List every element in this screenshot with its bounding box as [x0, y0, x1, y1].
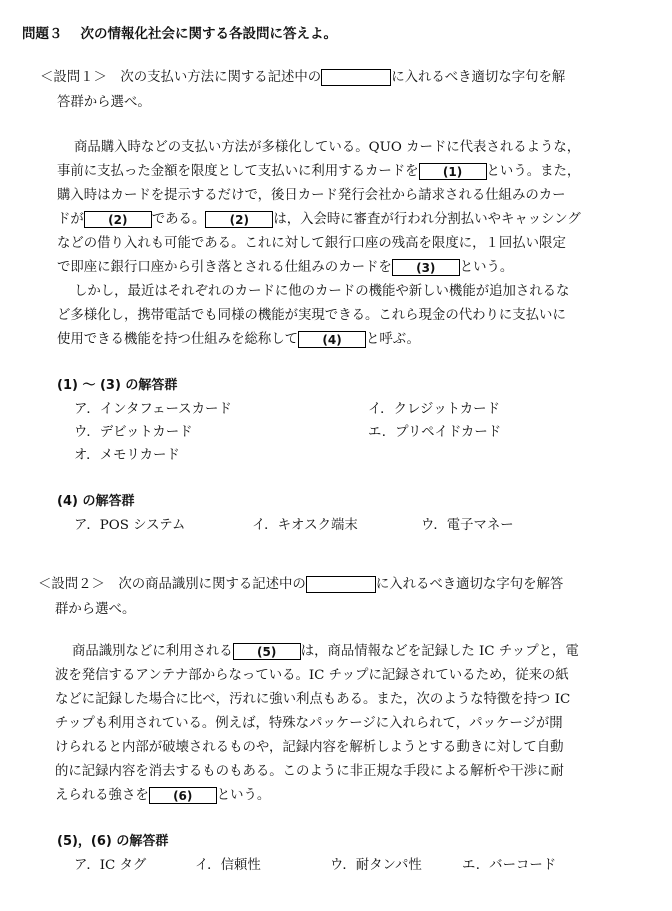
- q1-g2-option-a: ア．POS システム: [74, 518, 186, 533]
- text: ドが: [57, 212, 84, 227]
- q1-p1-line-4: [57, 208, 581, 228]
- text: 事前に支払った金額を限度として支払いに利用するカードを: [57, 164, 419, 179]
- text: という。: [459, 260, 514, 275]
- q1-option-a: ア．インタフェースカード: [74, 402, 232, 417]
- q1-p1-line-2: [57, 160, 580, 180]
- q2-option-e: エ．バーコード: [462, 858, 557, 873]
- q1-p2-line-3: [57, 328, 420, 348]
- q2-option-i: イ．信頼性: [195, 858, 261, 873]
- q2-option-u: ウ．耐タンパ性: [330, 858, 422, 873]
- text: 商品識別などに利用される: [72, 644, 233, 659]
- q1-header-cont: 答群から選べ。: [57, 95, 151, 110]
- blank-5: (5): [233, 643, 301, 660]
- q1-option-e: エ．プリペイドカード: [368, 425, 502, 440]
- problem-number: 問題３: [22, 26, 63, 42]
- q1-header-text-b: に入れるべき適切な字句を解: [391, 70, 566, 85]
- q1-option-i: イ．クレジットカード: [368, 402, 500, 417]
- q1-option-o: オ．メモリカード: [74, 448, 180, 463]
- blank-2b: (2): [205, 211, 273, 228]
- q2-header-blank: [306, 576, 376, 593]
- q1-p1-line-5: などの借り入れも可能である。これに対して銀行口座の残高を限度に，１回払い限定: [57, 236, 566, 251]
- text: で即座に銀行口座から引き落とされる仕組みのカードを: [57, 260, 392, 275]
- q2-header-text-a: ＜設問２＞ 次の商品識別に関する記述中の: [38, 577, 306, 592]
- q1-g2-option-u: ウ．電子マネー: [421, 518, 514, 533]
- q1-p1-line-3: 購入時はカードを提示するだけで，後日カード発行会社から請求される仕組みのカー: [57, 188, 566, 203]
- q1-p2-line-2: ど多様化し，携帯電話でも同様の機能が実現できる。これら現金の代わりに支払いに: [57, 308, 566, 323]
- q1-option-u: ウ．デビットカード: [74, 425, 193, 440]
- text: という。: [216, 788, 271, 803]
- q2-line-6: 的に記録内容を消去するものもある。このように非正規な手段による解析や干渉に耐: [55, 764, 564, 779]
- q1-header: [40, 66, 565, 86]
- q1-p1-line-6: [57, 256, 513, 276]
- text: である。: [151, 212, 206, 227]
- blank-4: (4): [298, 331, 366, 348]
- problem-title: [22, 22, 337, 42]
- q1-header-text-a: ＜設問１＞ 次の支払い方法に関する記述中の: [40, 70, 322, 85]
- q2-line-7: [55, 784, 270, 804]
- blank-6: (6): [149, 787, 217, 804]
- q2-line-2: 波を発信するアンテナ部からなっている。IC チップに記録されているため，従来の紙: [55, 668, 569, 683]
- blank-3: (3): [392, 259, 460, 276]
- text: えられる強さを: [55, 788, 149, 803]
- q2-option-a: ア．IC タグ: [74, 858, 147, 873]
- q1-p2-line-1: しかし，最近はそれぞれのカードに他のカードの機能や新しい機能が追加されるな: [74, 284, 570, 299]
- q2-header-cont: 群から選べ。: [55, 602, 136, 617]
- q2-line-4: チップも利用されている。例えば，特殊なパッケージに入れられて，パッケージが開: [55, 716, 563, 731]
- text: 使用できる機能を持つ仕組みを総称して: [57, 332, 299, 347]
- q2-group-title: (5)，(6) の解答群: [57, 834, 169, 849]
- text: は，入会時に審査が行われ分割払いやキャッシング: [273, 212, 581, 227]
- blank-2a: (2): [84, 211, 152, 228]
- blank-1: (1): [419, 163, 487, 180]
- q1-group2-title: (4) の解答群: [57, 494, 135, 509]
- q1-p1-line-1: 商品購入時などの支払い方法が多様化している。QUO カードに代表されるような，: [74, 140, 581, 155]
- q1-header-blank: [321, 69, 391, 86]
- q1-group1-title: (1) ～ (3) の解答群: [57, 378, 178, 393]
- text: は，商品情報などを記録した IC チップと，電: [300, 644, 579, 659]
- problem-title-text: 次の情報化社会に関する各設問に答えよ。: [80, 26, 337, 42]
- q2-line-1: [72, 640, 579, 660]
- q1-g2-option-i: イ．キオスク端末: [252, 518, 358, 533]
- q2-line-3: などに記録した場合に比べ，汚れに強い利点もある。また，次のような特徴を持つ IC: [55, 692, 571, 707]
- q2-header-text-b: に入れるべき適切な字句を解答: [375, 577, 564, 592]
- text: と呼ぶ。: [366, 332, 420, 347]
- q2-line-5: けられると内部が破壊されるものや，記録内容を解析しようとする動きに対して自動: [55, 740, 564, 755]
- text: という。また，: [486, 164, 581, 179]
- q2-header: [38, 573, 563, 593]
